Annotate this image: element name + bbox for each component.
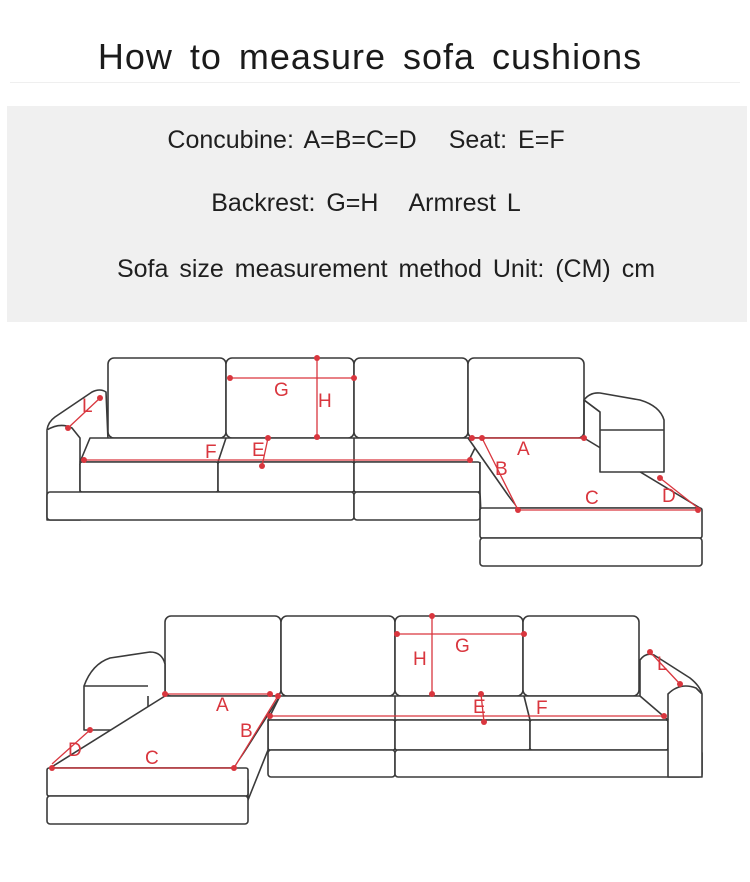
seat-cushion-3: [354, 462, 480, 492]
back-cushion-b1: [165, 616, 281, 696]
back-cushion-1: [108, 358, 226, 438]
sofa-diagram-bottom: [0, 600, 750, 835]
label-a-bottom: A: [216, 695, 229, 716]
back-cushion-2: [226, 358, 354, 438]
seat-formula: Seat: E=F: [448, 126, 565, 154]
label-g-top: G: [274, 380, 289, 401]
label-e-bottom: E: [473, 697, 486, 718]
chaise-base-b: [47, 796, 248, 824]
page-title: How to measure sofa cushions: [97, 36, 643, 77]
back-cushion-b4: [523, 616, 639, 696]
label-h-bottom: H: [413, 649, 427, 670]
armrest-formula: Armrest L: [408, 189, 521, 217]
chaise-cushion-front-b: [47, 768, 248, 796]
measurement-info-panel: [7, 106, 747, 322]
label-c-top: C: [585, 488, 599, 509]
label-l-top: L: [82, 396, 93, 417]
seat-cushion-2: [218, 462, 354, 492]
concubine-formula: Concubine: A=B=C=D: [167, 126, 417, 154]
label-f-bottom: F: [536, 698, 548, 719]
label-g-bottom: G: [455, 636, 470, 657]
seat-cushion-b3: [530, 720, 668, 750]
backrest-formula: Backrest: G=H: [211, 189, 379, 217]
label-c-bottom: C: [145, 748, 159, 769]
label-b-top: B: [495, 459, 508, 480]
seat-cushion-b2: [395, 720, 530, 750]
info-line-backrest-armrest: [0, 189, 736, 218]
label-f-top: F: [205, 442, 217, 463]
back-cushion-3: [354, 358, 468, 438]
label-d-top: D: [662, 486, 676, 507]
chaise-cushion-front: [480, 508, 702, 538]
label-d-bottom: D: [68, 740, 82, 761]
back-cushion-b2: [281, 616, 395, 696]
back-cushion-4: [468, 358, 584, 438]
label-e-top: E: [252, 440, 265, 461]
label-a-top: A: [517, 439, 530, 460]
chaise-base: [480, 538, 702, 566]
label-l-bottom: L: [657, 654, 668, 675]
info-line-concubine-seat: [0, 126, 736, 155]
label-b-bottom: B: [240, 721, 253, 742]
sofa-diagram-top: [0, 340, 750, 580]
unit-text: Sofa size measurement method Unit: (CM) cm: [116, 255, 656, 283]
label-h-top: H: [318, 391, 332, 412]
seat-cushion-b1: [268, 720, 395, 750]
title-divider: [10, 82, 740, 83]
seat-cushion-1: [80, 462, 218, 492]
